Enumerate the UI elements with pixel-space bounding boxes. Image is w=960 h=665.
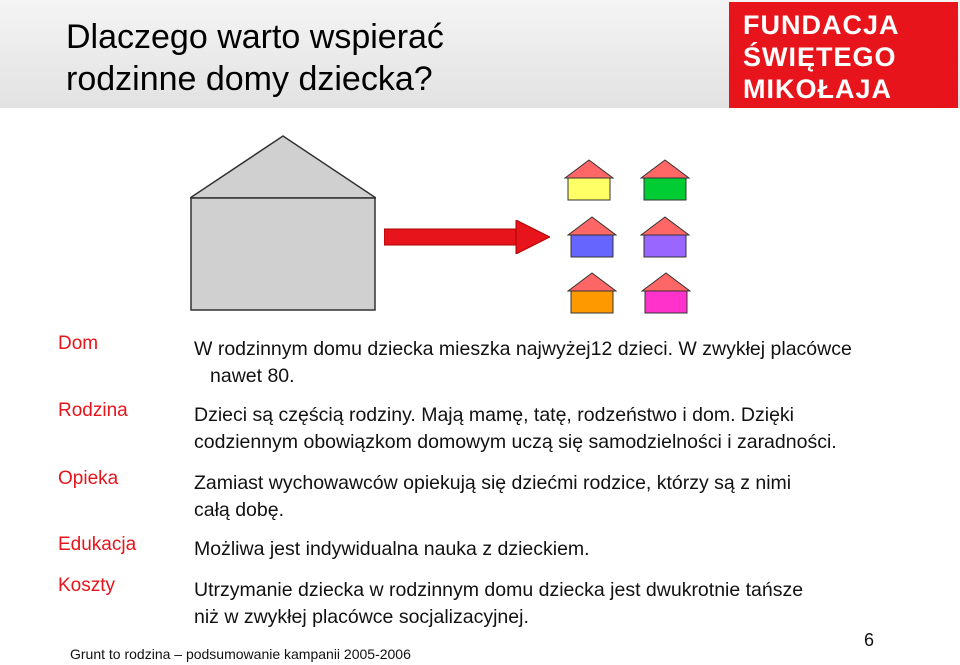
green-house-icon bbox=[640, 159, 690, 201]
foundation-logo bbox=[729, 2, 958, 108]
bullet-opieka-line-1: Zamiast wychowawców opiekują się dziećmi rodzice, którzy są z nimi bbox=[194, 472, 792, 494]
bullet-dom bbox=[194, 336, 874, 390]
bullet-edukacja bbox=[194, 536, 874, 563]
blue-house-icon bbox=[567, 216, 617, 258]
yellow-house-icon bbox=[564, 159, 614, 201]
bullet-dom-line-2: nawet 80. bbox=[210, 365, 295, 387]
arrow-icon bbox=[384, 220, 550, 254]
bullet-koszty bbox=[194, 577, 874, 631]
bullet-opieka-line-2: całą dobę. bbox=[194, 499, 284, 521]
slide-title bbox=[66, 16, 444, 100]
sidebar-item-koszty: Koszty bbox=[58, 575, 116, 596]
bullet-opieka bbox=[194, 470, 874, 524]
sidebar-item-opieka: Opieka bbox=[58, 468, 119, 489]
logo-line-1: FUNDACJA bbox=[743, 10, 900, 40]
purple-house-icon bbox=[640, 216, 690, 258]
bullet-rodzina-line-1: Dzieci są częścią rodziny. Mają mamę, tatę, rodzeństwo i dom. Dzięki bbox=[194, 404, 795, 426]
bullet-dom-line-1: W rodzinnym domu dziecka mieszka najwyżej12 dzieci. W zwykłej placówce bbox=[194, 338, 852, 360]
sidebar-item-rodzina: Rodzina bbox=[58, 400, 128, 421]
bullet-koszty-line-1: Utrzymanie dziecka w rodzinnym domu dziecka jest dwukrotnie tańsze bbox=[194, 579, 804, 601]
sidebar-item-dom: Dom bbox=[58, 333, 99, 354]
large-house-icon bbox=[190, 134, 376, 312]
bullet-rodzina-line-2: codziennym obowiązkom domowym uczą się samodzielności i zaradności. bbox=[194, 431, 837, 453]
pink-house-icon bbox=[641, 272, 691, 314]
logo-line-3: MIKOŁAJA bbox=[743, 74, 892, 104]
bullet-edukacja-line-1: Możliwa jest indywidualna nauka z dzieckiem. bbox=[194, 538, 590, 560]
logo-line-2: ŚWIĘTEGO bbox=[743, 42, 897, 72]
bullet-rodzina bbox=[194, 402, 874, 456]
page-number: 6 bbox=[864, 630, 875, 650]
sidebar-item-edukacja: Edukacja bbox=[58, 534, 137, 555]
bullet-koszty-line-2: niż w zwykłej placówce socjalizacyjnej. bbox=[194, 606, 529, 628]
orange-house-icon bbox=[567, 272, 617, 314]
title-line-1: Dlaczego warto wspierać bbox=[66, 18, 444, 56]
footer-text: Grunt to rodzina – podsumowanie kampanii 2005-2006 bbox=[70, 646, 411, 662]
title-line-2: rodzinne domy dziecka? bbox=[66, 60, 433, 98]
